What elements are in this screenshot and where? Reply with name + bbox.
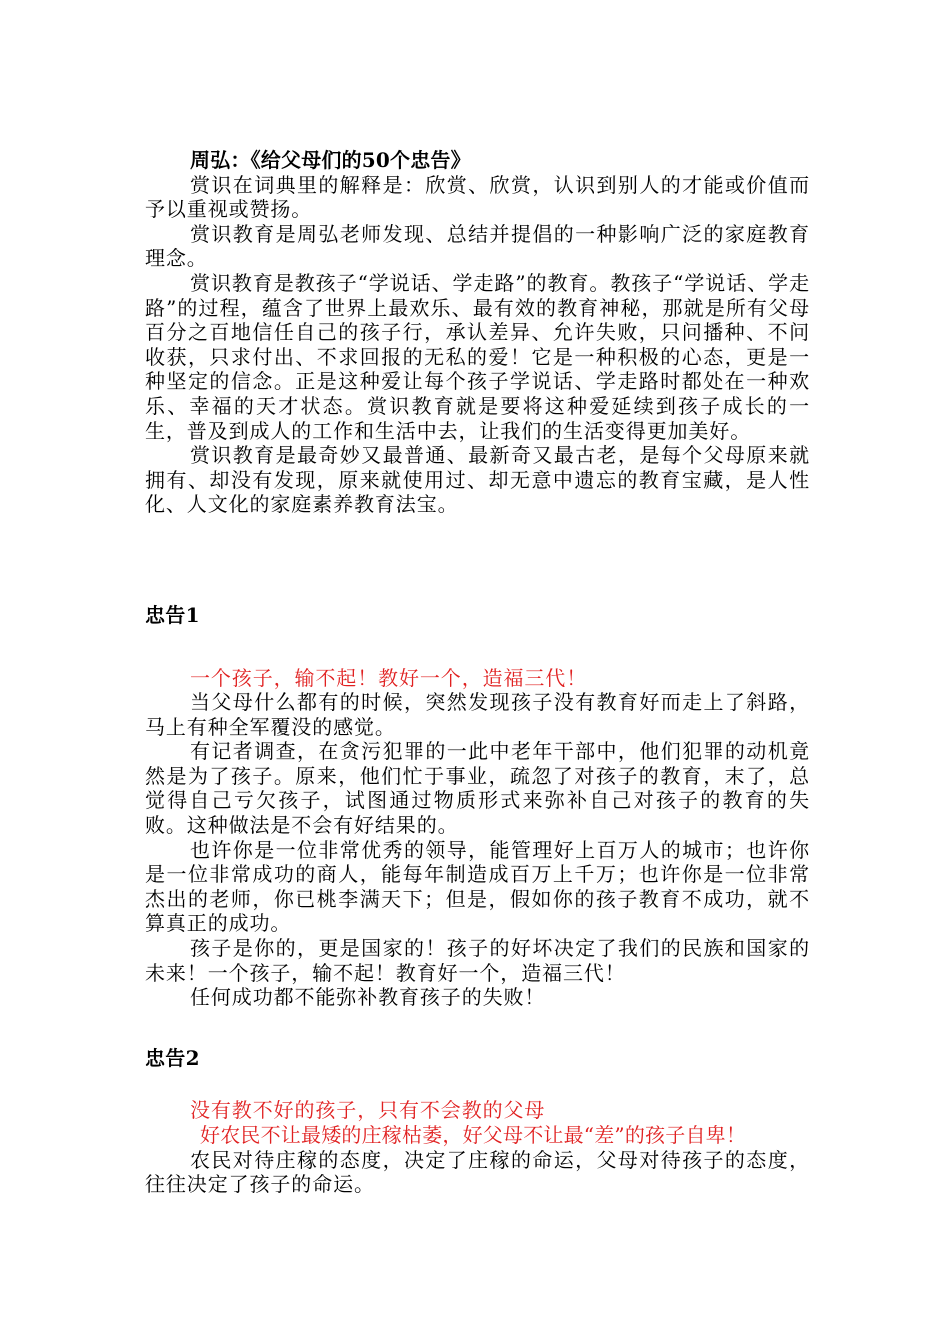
advice-2-heading: 忠告2 — [145, 1045, 200, 1070]
advice-1-heading: 忠告1 — [145, 602, 200, 627]
advice-2-slogan-secondary: 好农民不让最矮的庄稼枯萎，好父母不让最“差”的孩子自卑！ — [200, 1123, 747, 1147]
advice-1-paragraph: 也许你是一位非常优秀的领导，能管理好上百万人的城市；也许你是一位非常成功的商人，能每年制造成百万上千万；也许你是一位非常杰出的老师，你已桃李满天下；但是，假如你的孩子教育不成功，就不算真正的成功。 — [145, 837, 810, 936]
intro-paragraph: 赏识在词典里的解释是：欣赏、欣赏，认识到别人的才能或价值而予以重视或赞扬。 — [145, 172, 810, 222]
spacer — [145, 1070, 810, 1098]
intro-paragraph: 赏识教育是教孩子“学说话、学走路”的教育。教孩子“学说话、学走路”的过程，蕴含了世界上最欢乐、最有效的教育神秘，那就是所有父母百分之百地信任自己的孩子行，承认差异、允许失败，只问播种、不问收获，只求付出、不求回报的无私的爱！它是一种积极的心态，更是一种坚定的信念。正是这种爱让每个孩子学说话、学走路时都处在一种欢乐、幸福的天才状态。赏识教育就是要将这种爱延续到孩子成长的一生，普及到成人的工作和生活中去，让我们的生活变得更加美好。 — [145, 270, 810, 443]
advice-2-slogan: 没有教不好的孩子，只有不会教的父母 — [190, 1098, 546, 1123]
spacer — [145, 517, 810, 603]
advice-1-slogan: 一个孩子，输不起！教好一个，造福三代！ — [190, 665, 588, 690]
spacer — [145, 628, 810, 666]
spacer — [145, 1010, 810, 1046]
advice-2-paragraph: 农民对待庄稼的态度，决定了庄稼的命运，父母对待孩子的态度，往往决定了孩子的命运。 — [145, 1147, 810, 1197]
intro-paragraph: 赏识教育是最奇妙又最普通、最新奇又最古老，是每个父母原来就拥有、却没有发现，原来就使用过、却无意中遗忘的教育宝藏，是人性化、人文化的家庭素养教育法宝。 — [145, 443, 810, 517]
advice-1-paragraph: 任何成功都不能弥补教育孩子的失败！ — [190, 985, 546, 1010]
advice-2-section — [145, 1046, 810, 1197]
advice-1-paragraph: 孩子是你的，更是国家的！孩子的好坏决定了我们的民族和国家的未来！一个孩子，输不起！教育好一个，造福三代！ — [145, 936, 810, 985]
advice-1-section — [145, 603, 810, 1010]
advice-1-paragraph: 当父母什么都有的时候，突然发现孩子没有教育好而走上了斜路，马上有种全军覆没的感觉。 — [145, 690, 810, 739]
document-page — [145, 148, 810, 1197]
advice-1-paragraph: 有记者调查，在贪污犯罪的一此中老年干部中，他们犯罪的动机竟然是为了孩子。原来，他们忙于事业，疏忽了对孩子的教育，末了，总觉得自己亏欠孩子，试图通过物质形式来弥补自己对孩子的教育的失败。这种做法是不会有好结果的。 — [145, 739, 810, 838]
document-title: 周弘：《给父母们的50个忠告》 — [190, 148, 471, 172]
intro-paragraph: 赏识教育是周弘老师发现、总结并提倡的一种影响广泛的家庭教育理念。 — [145, 221, 810, 271]
